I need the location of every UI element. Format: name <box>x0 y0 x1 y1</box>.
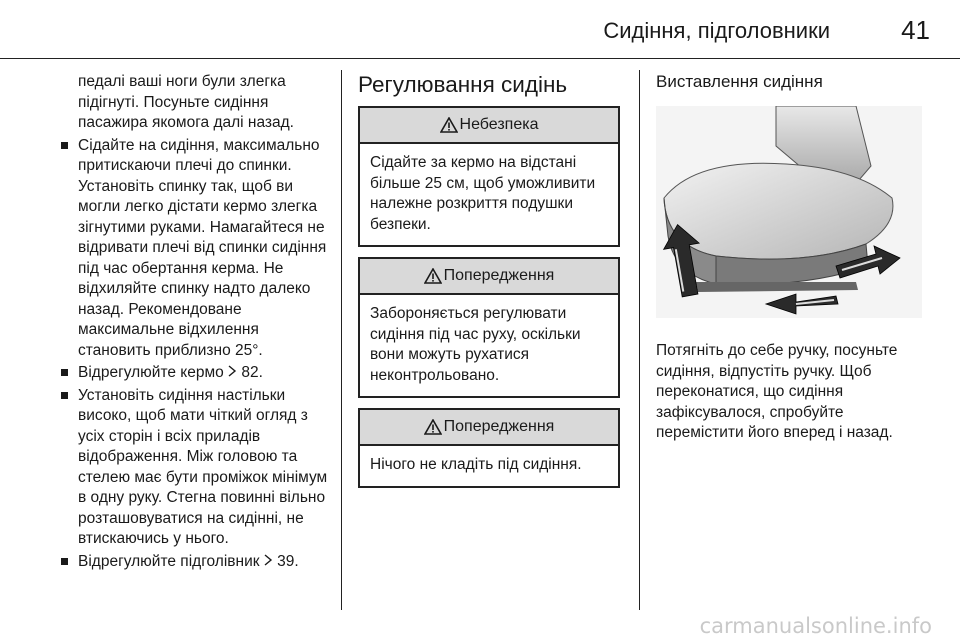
warning-triangle-icon <box>424 419 442 435</box>
bullet-square <box>61 142 68 149</box>
continued-paragraph: педалі ваші ноги були злегка підігнуті. Посуньте сидіння пасажира якомога далі назад. <box>78 73 294 131</box>
box-body: Забороняється регулювати сидіння під час руху, оскільки вони можуть рухатися неконтрольовано. <box>370 305 581 384</box>
list-item <box>58 552 330 573</box>
page-number: 41 <box>901 15 930 45</box>
list-item-text: Відрегулюйте кермо <box>78 364 224 381</box>
box-title: Небезпека <box>459 116 539 133</box>
box-header <box>360 259 618 295</box>
section-heading: Регулювання сидінь <box>358 72 568 97</box>
column-divider-2 <box>639 70 640 610</box>
warning-box <box>358 257 620 398</box>
list-item <box>58 363 330 384</box>
box-body: Сідайте за кермо на відстані більше 25 см, щоб уможливити належне розкриття подушки безпеки. <box>370 154 596 233</box>
section-title: Сидіння, підголовники <box>603 18 830 43</box>
warning-triangle-icon <box>424 268 442 284</box>
bullet-square <box>61 392 68 399</box>
page-reference[interactable]: 82. <box>241 364 263 381</box>
watermark-text: carmanualsonline.info <box>699 614 932 638</box>
danger-box <box>358 106 620 247</box>
bullet-square <box>61 558 68 565</box>
column-middle <box>358 72 620 498</box>
box-body: Нічого не кладіть під сидіння. <box>370 456 582 473</box>
warning-box <box>358 408 620 488</box>
seat-adjustment-illustration <box>656 106 922 318</box>
reference-arrow-icon <box>228 365 237 377</box>
list-item <box>58 386 330 550</box>
column-left <box>58 72 330 572</box>
reference-arrow-icon <box>264 554 273 566</box>
box-title: Попередження <box>443 267 555 284</box>
header-divider <box>0 58 960 59</box>
page-reference[interactable]: 39. <box>277 552 299 570</box>
instruction-paragraph: Потягніть до себе ручку, посуньте сидіння, відпустіть ручку. Щоб переконатися, що сидіння зафіксувалося, спробуйте перемістити його вперед і назад. <box>656 342 898 441</box>
box-header <box>360 108 618 144</box>
warning-triangle-icon <box>440 117 458 133</box>
box-header <box>360 410 618 446</box>
list-item-text: Відрегулюйте підголівник <box>78 552 260 570</box>
column-right <box>656 72 922 444</box>
watermark <box>0 614 960 642</box>
box-title: Попередження <box>443 418 555 435</box>
column-divider-1 <box>341 70 342 610</box>
list-item-text: Сідайте на сидіння, максимально притискаючи плечі до спинки. Установіть спинку так, щоб ви могли легко дістати кермо злегка зігнутими руками. Намагайтеся не відривати плечі від спинки сидіння під час обертання керма. Не відхиляйте спинку надто далеко назад. Рекомендоване максимальне відхилення становить приблизно 25°. <box>78 136 327 359</box>
bullet-square <box>61 369 68 376</box>
list-item <box>58 136 330 362</box>
list-item-text: Установіть сидіння настільки високо, щоб мати чіткий огляд з усіх сторін і всіх приладів відображення. Між головою та стелею має бути проміжок мінімум в одну руку. Стегна повинні вільно розташовуватися на сидінні, не втискаючись у нього. <box>78 386 328 547</box>
subsection-heading: Виставлення сидіння <box>656 72 823 91</box>
page-header <box>0 0 960 60</box>
